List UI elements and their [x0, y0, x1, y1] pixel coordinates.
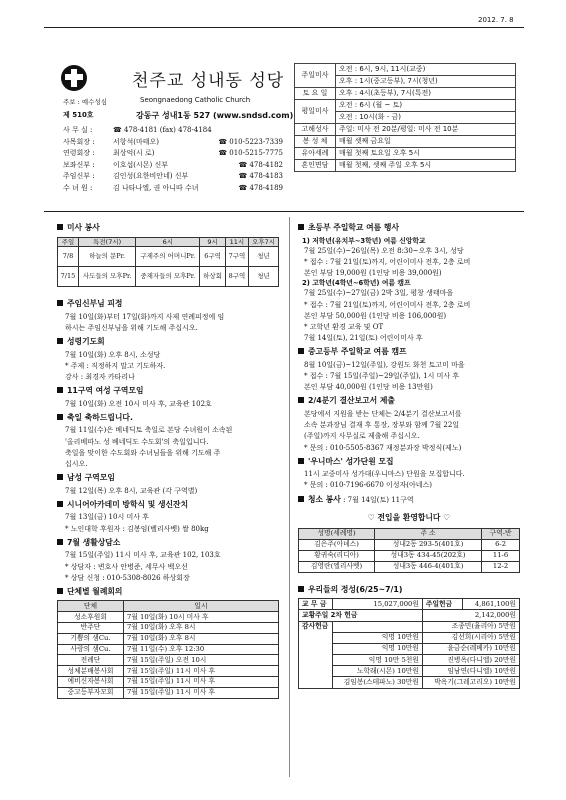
- groups-table: [57, 600, 279, 698]
- mass-label: 유아세례: [295, 148, 336, 160]
- table-cell: 사도들의 모후Pr.: [78, 267, 135, 287]
- table-cell: 교 무 금: [299, 599, 333, 610]
- unimas-heading: '우니마스' 성가단원 모집: [298, 457, 520, 468]
- congrats-heading: 축일 축하드립니다.: [57, 413, 279, 424]
- table-cell: 교황주일 2차 헌금: [299, 610, 423, 621]
- table-cell: 7월 15일(주일) 11시 미사 후: [124, 687, 279, 698]
- table-header-row: [58, 237, 279, 247]
- staff-row: [63, 184, 283, 196]
- table-row: [58, 633, 279, 644]
- mass-row: [295, 124, 516, 136]
- table-cell: 주일헌금: [422, 599, 462, 610]
- mass-time: 매월 첫째 토요일 오후 5시: [336, 148, 516, 160]
- table-cell: 성내2동 293-5(401호): [375, 539, 482, 550]
- table-row: [58, 676, 279, 687]
- bullet-square-icon: [57, 588, 63, 594]
- table-row: [299, 632, 520, 643]
- staff-name: ☎ 478-4181 (fax) 478-4184: [113, 126, 212, 134]
- parish-english-name: Seongnaedong Catholic Church: [140, 96, 251, 104]
- table-row: [299, 655, 520, 666]
- mass-service-table: [57, 237, 279, 288]
- table-row: [299, 666, 520, 677]
- mass-time: 오전 : 6시 (월 ~ 토): [336, 100, 516, 112]
- table-row: [58, 687, 279, 698]
- text-line: 하시는 주임신부님을 위해 기도해 주십시오.: [65, 323, 198, 332]
- table-row: [299, 599, 520, 610]
- unimas-body: [298, 469, 520, 491]
- issue-number: 제 510호: [63, 111, 94, 119]
- table-row: [299, 643, 520, 654]
- staff-role: 보좌신부 :: [63, 160, 95, 169]
- text-line: 7월 25일(수)~26일(목) 오전 8:30~오후 3시, 성당: [304, 246, 464, 255]
- bullet-square-icon: [298, 348, 304, 354]
- groups-heading: 단체별 월례회의: [57, 587, 279, 598]
- youth-body: [298, 360, 520, 394]
- table-cell: 7/8: [58, 247, 79, 267]
- text-line: 7월 12일(목) 오후 8시, 교육관 (각 구역별): [65, 486, 198, 495]
- cleaning-line: 청소 봉사 : 7월 14일(토) 11구역: [298, 495, 520, 506]
- table-cell: 12-2: [482, 561, 520, 572]
- table-header: 9시: [200, 237, 226, 247]
- table-cell: [333, 621, 423, 632]
- bullet-square-icon: [57, 338, 63, 344]
- table-header: 일시: [124, 601, 279, 612]
- table-row: [58, 666, 279, 677]
- column-divider: [289, 217, 290, 777]
- settle-body: [298, 409, 520, 454]
- mass-row: [295, 100, 516, 112]
- table-header: 오후7시: [249, 237, 279, 247]
- table-cell: 7월 11일(수) 오후 12:30: [124, 644, 279, 655]
- staff-name: 최상억(시 로): [113, 149, 155, 157]
- staff-row: [63, 126, 283, 138]
- table-cell: 성소후원회: [58, 612, 124, 623]
- table-cell: 중재자들의 모후Pr.: [136, 267, 200, 287]
- bullet-square-icon: [298, 224, 304, 230]
- mass-label: 혼인면담: [295, 160, 336, 172]
- table-cell: 구제주의 어머니Pr.: [136, 247, 200, 267]
- staff-role: 연령회장 :: [63, 149, 95, 157]
- settle-heading: 2/4분기 결산보고서 제출: [298, 396, 520, 407]
- mass-time: 주일: 미사 전 20분/평일: 미사 전 10분: [336, 124, 516, 136]
- text-line: * 접수 : 7월 21일(토)까지, 어린이미사 전후, 2층 로비: [304, 300, 471, 309]
- text-line: * 고학년 환경 교육 및 OT: [304, 322, 384, 331]
- right-column: [298, 223, 520, 689]
- mass-time: 매월 셋째 금요일: [336, 136, 516, 148]
- staff-role: 사 무 실 :: [63, 126, 93, 134]
- mass-label: 고해성사: [295, 124, 336, 136]
- bullet-square-icon: [57, 474, 63, 480]
- table-cell: 감사헌금: [299, 621, 333, 688]
- table-cell: 전례단: [58, 655, 124, 666]
- text-line: 7월 15일(주일) 11시 미사 후, 교육관 102, 103호: [65, 551, 221, 560]
- table-row: [299, 677, 520, 688]
- table-row: [299, 561, 520, 572]
- table-row: [58, 247, 279, 267]
- mass-label: 주일미사: [295, 64, 336, 88]
- table-cell: 하상회: [200, 267, 226, 287]
- text-line: 본인 부담 40,000원 (1인당 비용 13만원): [304, 383, 433, 392]
- text-line: 11시 교중미사 성가대(우니마스) 단원을 모집합니다.: [304, 470, 465, 479]
- table-cell: 노학래(시몬) 10만원: [333, 666, 423, 677]
- mass-row: [295, 136, 516, 148]
- bulletin-date: 2012. 7. 8: [478, 16, 514, 24]
- parish-logo-icon: [61, 65, 87, 91]
- table-row: [299, 550, 520, 561]
- table-cell: 8구역: [225, 267, 248, 287]
- table-cell: 청년: [249, 247, 279, 267]
- table-cell: 익명 10만원: [333, 643, 423, 654]
- table-cell: 6구역: [200, 247, 226, 267]
- text-line: 7월 13일(금) 10시 미사 후: [65, 513, 149, 522]
- pastor-leave-heading: 주임신부님 피정: [57, 299, 279, 310]
- table-cell: 성내3동 434-45(202호): [375, 550, 482, 561]
- table-header: 주 소: [375, 528, 482, 539]
- staff-phone: ☎ 478-4182: [238, 160, 283, 169]
- table-header: 주일: [58, 237, 79, 247]
- table-header: 성명(세례명): [299, 528, 375, 539]
- staff-name: 김인성(요한비안네) 신부: [113, 172, 189, 180]
- staff-phone: [217, 126, 283, 138]
- staff-row: [63, 172, 283, 184]
- mass-row: [295, 88, 516, 100]
- text-line: 소속 분과장님 결재 후 통장, 장부와 함께 7월 22일: [304, 421, 460, 430]
- mass-time: 오전 : 10시(화 - 금): [336, 112, 516, 124]
- men-meeting-heading: 남성 구역모임: [57, 473, 279, 484]
- bullet-square-icon: [57, 224, 63, 230]
- bullet-square-icon: [57, 414, 63, 420]
- district11-heading: 11구역 여성 구역모임: [57, 386, 279, 397]
- table-cell: 6-2: [482, 539, 520, 550]
- mass-time: 매월 첫째, 셋째 주일 오후 5시: [336, 160, 516, 172]
- text-line: 7월 11일(수)은 베네딕토 축일로 본당 수녀원이 소속된: [65, 426, 233, 435]
- table-row: [58, 623, 279, 634]
- table-cell: 7월 15일(주일) 11시 미사 후: [124, 666, 279, 677]
- text-line: 축일을 맞이한 수도회와 수녀님들을 위해 기도해 주: [65, 448, 221, 457]
- text-line: '올리베따노 성 베네딕도 수도회'의 축일입니다.: [65, 437, 209, 446]
- table-header: 특전(7시): [78, 237, 135, 247]
- table-header: 11시: [225, 237, 248, 247]
- table-cell: 조종민(율리아) 5만원: [422, 621, 519, 632]
- table-row: [58, 267, 279, 287]
- table-cell: 사랑의 샘Cu.: [58, 644, 124, 655]
- left-column: [57, 223, 279, 699]
- table-cell: 4,861,100원: [462, 599, 519, 610]
- bullet-square-icon: [57, 300, 63, 306]
- senior-body: [57, 512, 279, 534]
- table-cell: 11-6: [482, 550, 520, 561]
- table-cell: 익명 10만원: [333, 632, 423, 643]
- table-cell: 7구역: [225, 247, 248, 267]
- table-header-row: [58, 601, 279, 612]
- staff-list: [63, 126, 283, 195]
- mass-label: 평일미사: [295, 100, 336, 124]
- staff-phone: ☎ 478-4189: [238, 183, 283, 192]
- summer-heading: 초등부 주일학교 여름 행사: [298, 223, 520, 234]
- table-cell: 중고등부자모회: [58, 687, 124, 698]
- text-line: 강사 : 최경자 카타리나: [65, 373, 135, 382]
- text-line: 7월 10일(화)부터 17일(화)까지 사제 연례피정에 임: [65, 312, 225, 321]
- table-row: [58, 655, 279, 666]
- table-header-row: [299, 528, 520, 539]
- table-cell: 윤금순(레베카) 10만원: [422, 643, 519, 654]
- table-cell: 7월 10일(화) 오후 8시: [124, 633, 279, 644]
- mass-time: 오전 : 6시, 9시, 11시(교중): [336, 64, 516, 76]
- staff-name: 서항석(마태오): [113, 137, 160, 146]
- spirit-prayer-heading: 성령기도회: [57, 337, 279, 348]
- staff-phone: ☎ 478-4183: [238, 172, 283, 180]
- summer-sub1: 1) 저학년(유치부~3학년) 여름 신앙학교: [302, 236, 426, 245]
- table-row: [58, 612, 279, 623]
- header-rule: [44, 27, 524, 28]
- table-cell: 예비신자봉사회: [58, 676, 124, 687]
- text-line: * 상담 신청 : 010-5308-8026 하상회장: [65, 573, 190, 582]
- parish-title: 천주교 성내동 성당: [132, 71, 285, 91]
- staff-phone: ☎ 010-5215-7775: [218, 149, 283, 157]
- text-line: * 상담자 : 변호사 안병준, 세무사 백오선: [65, 562, 188, 571]
- text-line: 7월 25일(수)~27일(금) 2박 3일, 평창 생태마을: [304, 289, 454, 298]
- pastor-leave-body: [57, 312, 279, 334]
- newcomer-heading: ♡ 전입을 환영합니다 ♡: [367, 513, 451, 523]
- mass-service-heading: 미사 봉사: [57, 223, 279, 234]
- counsel-heading: 7월 생활상담소: [57, 538, 279, 549]
- newcomer-table: [298, 528, 520, 573]
- mass-time: 오후 : 1시(중고등부), 7시(청년): [336, 76, 516, 88]
- table-cell: 7월 10일(화) 오후 8시: [124, 623, 279, 634]
- staff-row: [63, 161, 283, 173]
- table-header: 구역-반: [482, 528, 520, 539]
- table-cell: 하늘의 문Pr.: [78, 247, 135, 267]
- bullet-square-icon: [57, 387, 63, 393]
- table-header: 6시: [136, 237, 200, 247]
- summer-body2: [298, 288, 520, 344]
- table-row: [299, 621, 520, 632]
- district11-body: [57, 399, 279, 410]
- staff-role: 수 녀 원 :: [63, 183, 93, 192]
- bullet-square-icon: [298, 397, 304, 403]
- text-line: * 주제 : 직정하지 말고 기도하자.: [65, 361, 166, 370]
- senior-heading: 시니어아카데미 방학식 및 생신잔치: [57, 500, 279, 511]
- staff-name: 이호섭(시몬) 신부: [113, 160, 169, 169]
- table-row: [299, 539, 520, 550]
- table-cell: 7월 10일(화) 10시 미사 후: [124, 612, 279, 623]
- text-line: (주일)까지 사무실로 제출해 주십시오.: [304, 432, 420, 441]
- mass-row: [295, 148, 516, 160]
- table-cell: 익명 10만 5천원: [333, 655, 423, 666]
- table-cell: 김선희(시리아) 5만원: [422, 632, 519, 643]
- table-cell: 진병옥(다니엘) 20만원: [422, 655, 519, 666]
- table-cell: 임남연(다니엘) 10만원: [422, 666, 519, 677]
- mass-label: 토 요 일: [295, 88, 336, 100]
- youth-heading: 중고등부 주일학교 여름 캠프: [298, 347, 520, 358]
- text-line: 본인 부담 19,000원 (1인당 비용 39,000원): [304, 269, 442, 278]
- table-cell: 김영란(엘리사벳): [299, 561, 375, 572]
- text-line: 7월 10일(화) 오후 8시, 소성당: [65, 350, 161, 359]
- table-row: [58, 644, 279, 655]
- text-line: * 노인대학 후원자 : 김봉임(벨리사벳) 쌀 80kg: [65, 524, 209, 533]
- table-cell: 황귀숙(리디아): [299, 550, 375, 561]
- text-line: 십시오.: [65, 460, 88, 469]
- table-cell: 7월 15일(주일) 오전 10시: [124, 655, 279, 666]
- spirit-prayer-body: [57, 350, 279, 384]
- table-cell: 박옥기(그레고리오) 10만원: [422, 677, 519, 688]
- mass-time: 오후 : 4시(초등부), 7시(특전): [336, 88, 516, 100]
- table-cell: 7월 15일(주일) 11시 미사 후: [124, 676, 279, 687]
- table-header: 단체: [58, 601, 124, 612]
- bullet-square-icon: [298, 586, 304, 592]
- table-cell: 기쁨의 샘Cu.: [58, 633, 124, 644]
- table-cell: 김임봉(스테파노) 30만원: [333, 677, 423, 688]
- staff-row: [63, 149, 283, 161]
- bullet-square-icon: [57, 501, 63, 507]
- counsel-body: [57, 550, 279, 584]
- summer-sub2: 2) 고학년(4학년~6학년) 여름 캠프: [302, 279, 411, 288]
- bullet-square-icon: [298, 496, 304, 502]
- bullet-square-icon: [57, 539, 63, 545]
- staff-role: 사목회장 :: [63, 137, 95, 146]
- table-cell: 2,142,000원: [422, 610, 519, 621]
- text-line: 7월 10일(화) 오전 10시 미사 후, 교육관 102호: [65, 399, 212, 408]
- staff-phone: ☎ 010-5223-7339: [218, 137, 283, 146]
- staff-row: [63, 138, 283, 150]
- table-cell: 성체분배봉사회: [58, 666, 124, 677]
- text-line: * 문의 : 010-7196-6670 이성자(아네스): [304, 481, 433, 490]
- summer-body1: [298, 246, 520, 280]
- table-cell: 반주단: [58, 623, 124, 634]
- bullet-square-icon: [298, 458, 304, 464]
- patron: 주보 : 예수성심: [63, 98, 107, 106]
- text-line: 본인 부담 50,000원 (1인당 비용 106,000원): [304, 311, 447, 320]
- mass-row: [295, 64, 516, 76]
- men-meeting-body: [57, 486, 279, 497]
- text-line: * 접수 : 7월 15일(주일)~29일(주일), 1시 미사 후: [304, 372, 460, 381]
- text-line: * 문의 : 010-5505-8367 재정분과장 박정식(제노): [304, 443, 462, 452]
- congrats-body: [57, 425, 279, 470]
- text-line: 8월 10일(금)~12일(주일), 강원도 화천 토고미 마을: [304, 360, 465, 369]
- text-line: 본당에서 지원을 받는 단체는 2/4분기 결산보고서를: [304, 409, 462, 418]
- table-cell: 7/15: [58, 267, 79, 287]
- table-cell: 성내3동 446-4(401호): [375, 561, 482, 572]
- mass-row: [295, 160, 516, 172]
- section-divider: [44, 211, 524, 212]
- table-cell: 15,027,000원: [333, 599, 423, 610]
- table-cell: 김은주(아녜스): [299, 539, 375, 550]
- staff-role: 주임신부 :: [63, 172, 95, 180]
- address: 강동구 성내1동 527 (www.sndsd.com): [136, 111, 294, 120]
- offering-table: [298, 598, 520, 689]
- offering-heading: 우리들의 정성(6/25~7/1): [298, 585, 520, 596]
- table-cell: 청년: [249, 267, 279, 287]
- text-line: 7월 14일(토), 21일(토) 어린이미사 후: [304, 334, 423, 343]
- staff-name: 김 나타나엘, 권 아니따 수녀: [113, 183, 199, 192]
- mass-times-table: [294, 63, 516, 172]
- mass-label: 봉 성 체: [295, 136, 336, 148]
- text-line: * 접수 : 7월 21일(토)까지, 어린이미사 전후, 2층 로비: [304, 257, 471, 266]
- table-row: [299, 610, 520, 621]
